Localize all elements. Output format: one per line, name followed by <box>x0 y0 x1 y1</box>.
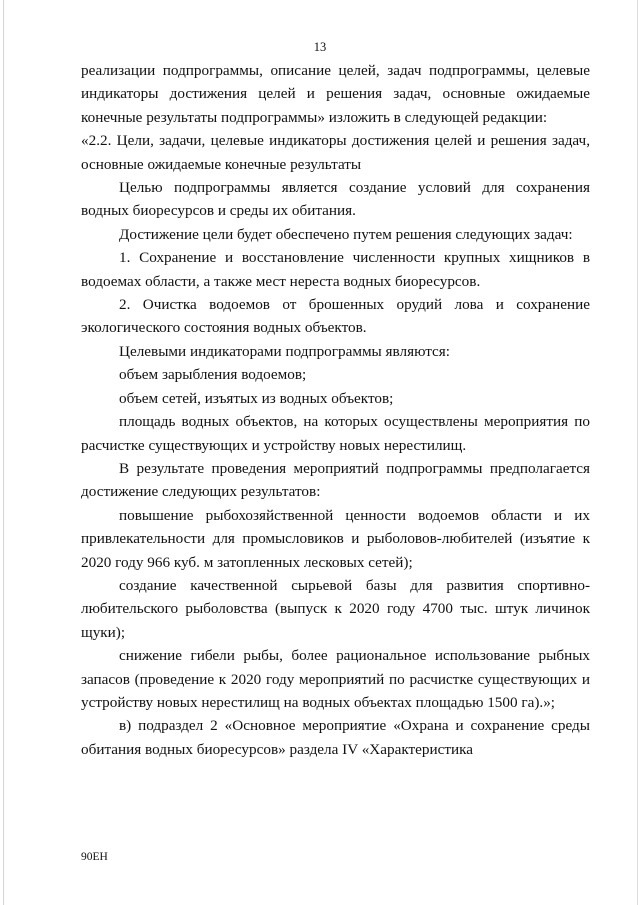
paragraph-indicator-3: площадь водных объектов, на которых осуществлены мероприятия по расчистке существующих и устройству новых нерестилищ. <box>81 413 590 454</box>
footer-code: 90EH <box>81 851 108 863</box>
document-body <box>81 59 590 761</box>
paragraph-indicator-1: объем зарыбления водоемов; <box>119 366 307 384</box>
paragraph-result-1: повышение рыбохозяйственной ценности водоемов области и их привлекательности для промысловиков и рыболовов-любителей (изъятие к 2020 году 966 куб. м затопленных лесковых сетей); <box>81 506 590 571</box>
page-number: 13 <box>313 40 327 54</box>
paragraph-results-intro: В результате проведения мероприятий подпрограммы предполагается достижение следующих результатов: <box>81 459 590 501</box>
paragraph-section-heading: «2.2. Цели, задачи, целевые индикаторы достижения целей и решения задач, основные ожидаемые конечные результаты <box>81 132 590 173</box>
paragraph-intro-continuation: реализации подпрограммы, описание целей, задач подпрограммы, целевые индикаторы достижения целей и решения задач, основные ожидаемые конечные результаты подпрограммы» изложить в следующей редакции: <box>81 62 590 126</box>
paragraph-subsection-v: в) подраздел 2 «Основное мероприятие «Охрана и сохранение среды обитания водных биоресурсов» раздела IV «Характеристика <box>81 717 590 758</box>
paragraph-goal: Целью подпрограммы является создание условий для сохранения водных биоресурсов и среды их обитания. <box>81 179 590 220</box>
paragraph-indicator-2: объем сетей, изъятых из водных объектов; <box>119 389 394 407</box>
paragraph-indicators-intro: Целевыми индикаторами подпрограммы являются: <box>119 342 450 360</box>
paragraph-result-2: создание качественной сырьевой базы для развития спортивно-любительского рыболовства (выпуск к 2020 году 4700 тыс. штук личинок щуки); <box>81 576 590 641</box>
scan-edge-left <box>3 0 4 905</box>
paragraph-result-3: снижение гибели рыбы, более рациональное использование рыбных запасов (проведение к 2020 году мероприятий по расчистке существующих и устройству новых нерестилищ на водных объектах площадью 1500 га).»; <box>81 647 590 711</box>
paragraph-task-2: 2. Очистка водоемов от брошенных орудий лова и сохранение экологического состояния водных объектов. <box>81 296 590 337</box>
scan-edge-right <box>637 0 638 905</box>
paragraph-task-1: 1. Сохранение и восстановление численности крупных хищников в водоемах области, а также мест нереста водных биоресурсов. <box>81 249 590 290</box>
paragraph-tasks-intro: Достижение цели будет обеспечено путем решения следующих задач: <box>119 225 573 243</box>
